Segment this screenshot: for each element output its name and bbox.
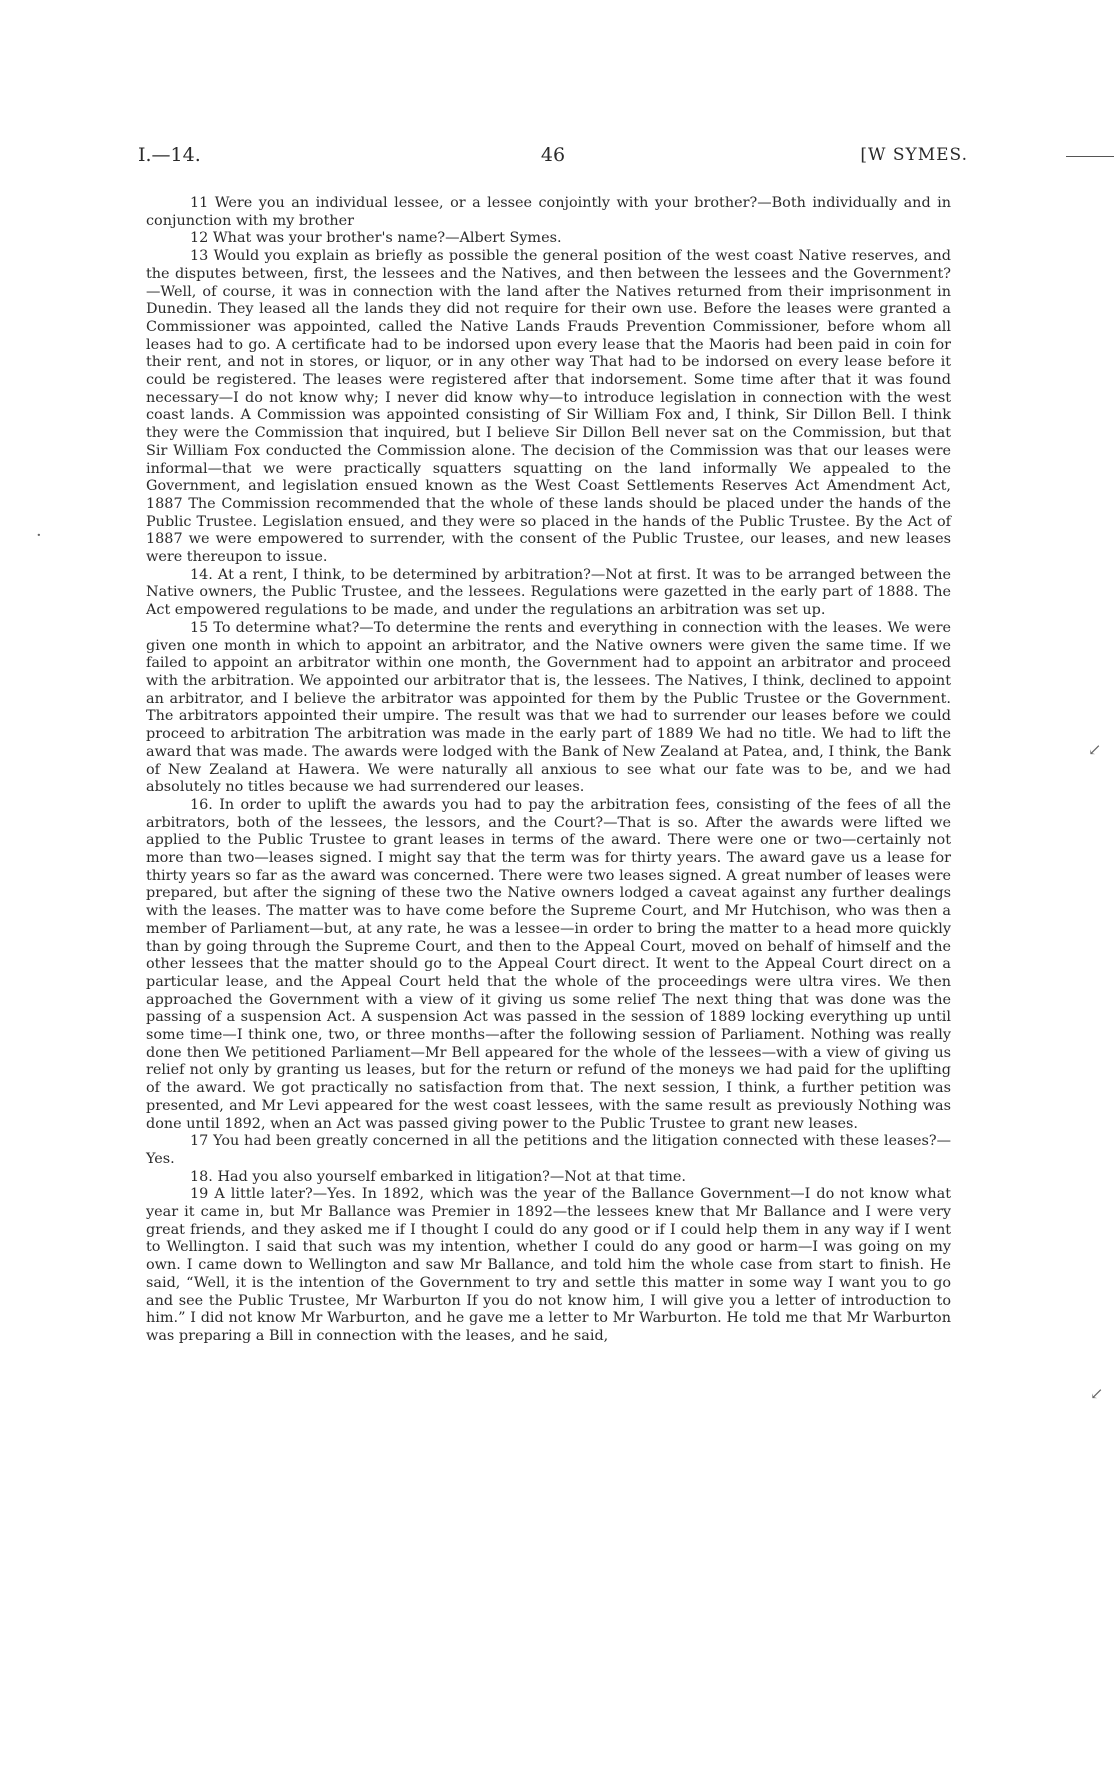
document-reference: I.—14. — [138, 144, 201, 166]
margin-mark-tick-2: ↙ — [1090, 1384, 1104, 1403]
paragraph-q14: 14. At a rent, I think, to be determined by arbitration?—Not at first. It was to be arranged between the Native owners, the Public Trustee, and the lessees. Regulations were gazetted in the early part of 1888. The Act empowered regulations to be made, and under the regulations an arbitration was set up. — [146, 566, 951, 619]
margin-mark-dot: · — [36, 525, 42, 546]
paragraph-q18: 18. Had you also yourself embarked in litigation?—Not at that time. — [190, 1168, 686, 1185]
paragraph-q17: 17 You had been greatly concerned in all the petitions and the litigation connected with these leases?—Yes. — [146, 1133, 951, 1167]
paragraph-q19: 19 A little later?—Yes. In 1892, which was the year of the Ballance Government—I do not know what year it came in, but Mr Ballance was Premier in 1892—the lessees knew that Mr Ballance and I were very great friends, and they asked me if I thought I could do any good or if I could help them in any way if I went to Wellington. I said that such was my intention, whether I could do any good or harm—I was going on my own. I came down to Wellington and saw Mr Ballance, and told him the whole case from start to finish. He said, “Well, it is the intention of the Government to try and settle this matter in some way I want you to go and see the Public Trustee, Mr Warburton If you do not know him, I will give you a letter of introduction to him.” I did not know Mr Warburton, and he gave me a letter to Mr Warburton. He told me that Mr Warburton was preparing a Bill in connection with the leases, and he said, — [146, 1186, 951, 1344]
paragraph-q16: 16. In order to uplift the awards you had to pay the arbitration fees, consisting of the fees of all the arbitrators, both of the lessees, the lessors, and the Court?—That is so. After the awards were lifted we applied to the Public Trustee to grant leases in terms of the award. There were one or two—certainly not more than two—leases signed. I might say that the term was for thirty years. The award gave us a lease for thirty years so far as the award was concerned. There were two leases signed. A great number of leases were prepared, but after the signing of these two the Native owners lodged a caveat against any further dealings with the leases. The matter was to have come before the Supreme Court, and Mr Hutchison, who was then a member of Parliament—but, at any rate, he was a lessee—in order to bring the matter to a head more quickly than by going through the Supreme Court, and then to the Appeal Court, moved on behalf of himself and the other lessees that the matter should go to the Appeal Court direct. It went to the Appeal Court direct on a particular lease, and the Appeal Court held that the whole of the proceedings were ultra vires. We then approached the Government with a view of it giving us some relief The next thing that was done was the passing of a suspension Act. A suspension Act was passed in the session of 1889 locking everything up until some time—I think one, two, or three months—after the following session of Parliament. Nothing was really done then We petitioned Parliament—Mr Bell appeared for the whole of the lessees—with a view of giving us relief not only by granting us leases, but for the return or refund of the moneys we had paid for the uplifting of the award. We got practically no satisfaction from that. The next session, I think, a further petition was presented, and Mr Levi appeared for the west coast lessees, with the same result as previously Nothing was done until 1892, when an Act was passed giving power to the Public Trustee to grant new leases. — [146, 796, 951, 1132]
paragraph-q13: 13 Would you explain as briefly as possible the general position of the west coast Native reserves, and the disputes between, first, the lessees and the Natives, and then between the lessees and the Government?—Well, of course, it was in connection with the land after the Natives returned from their imprisonment in Dunedin. They leased all the lands they did not require for their own use. Before the leases were granted a Commissioner was appointed, called the Native Lands Frauds Prevention Commissioner, before whom all leases had to go. A certificate had to be indorsed upon every lease that the Maoris had been paid in coin for their rent, and not in stores, or liquor, or in any other way That had to be indorsed on every lease before it could be registered. The leases were registered after that indorsement. Some time after that it was found necessary—I do not know why; I never did know why—to introduce legislation in connection with the west coast lands. A Commission was appointed consisting of Sir William Fox and, I think, Sir Dillon Bell. I think they were the Commission that inquired, but I believe Sir Dillon Bell never sat on the Commission, but that Sir William Fox conducted the Commission alone. The decision of the Commission was that our leases were informal—that we were practically squatters squatting on the land informally We appealed to the Government, and legislation ensued known as the West Coast Settlements Reserves Act Amendment Act, 1887 The Commission recommended that the whole of these lands should be placed under the hands of the Public Trustee. Legislation ensued, and they were so placed in the hands of the Public Trustee. By the Act of 1887 we were empowered to surrender, with the consent of the Public Trustee, our leases, and new leases were thereupon to issue. — [146, 248, 951, 566]
witness-name: [W SYMES. — [860, 145, 968, 165]
paragraph-q11: 11 Were you an individual lessee, or a lessee conjointly with your brother?—Both individually and in conjunction with my brother — [146, 195, 951, 229]
paragraph-q12: 12 What was your brother's name?—Albert Symes. — [190, 230, 562, 247]
page-header — [138, 140, 968, 170]
paragraph-q15: 15 To determine what?—To determine the rents and everything in connection with the leases. We were given one month in which to appoint an arbitrator, and the Native owners were given the same time. If we failed to appoint an arbitrator within one month, the Government had to appoint an arbitrator and proceed with the arbitration. We appointed our arbitrator that is, the lessees. The Natives, I think, declined to appoint an arbitrator, and I believe the arbitrator was appointed for them by the Public Trustee or the Government. The arbitrators appointed their umpire. The result was that we had to surrender our leases before we could proceed to arbitration The arbitration was made in the early part of 1889 We had no title. We had to lift the award that was made. The awards were lodged with the Bank of New Zealand at Patea, and, I think, the Bank of New Zealand at Hawera. We were naturally all anxious to see what our fate was to be, and we had absolutely no titles because we had surrendered our leases. — [146, 619, 951, 796]
testimony-body — [146, 195, 951, 1346]
page-number: 46 — [540, 144, 566, 166]
margin-mark-tick: ↙ — [1088, 740, 1102, 759]
margin-rule — [1066, 156, 1114, 157]
